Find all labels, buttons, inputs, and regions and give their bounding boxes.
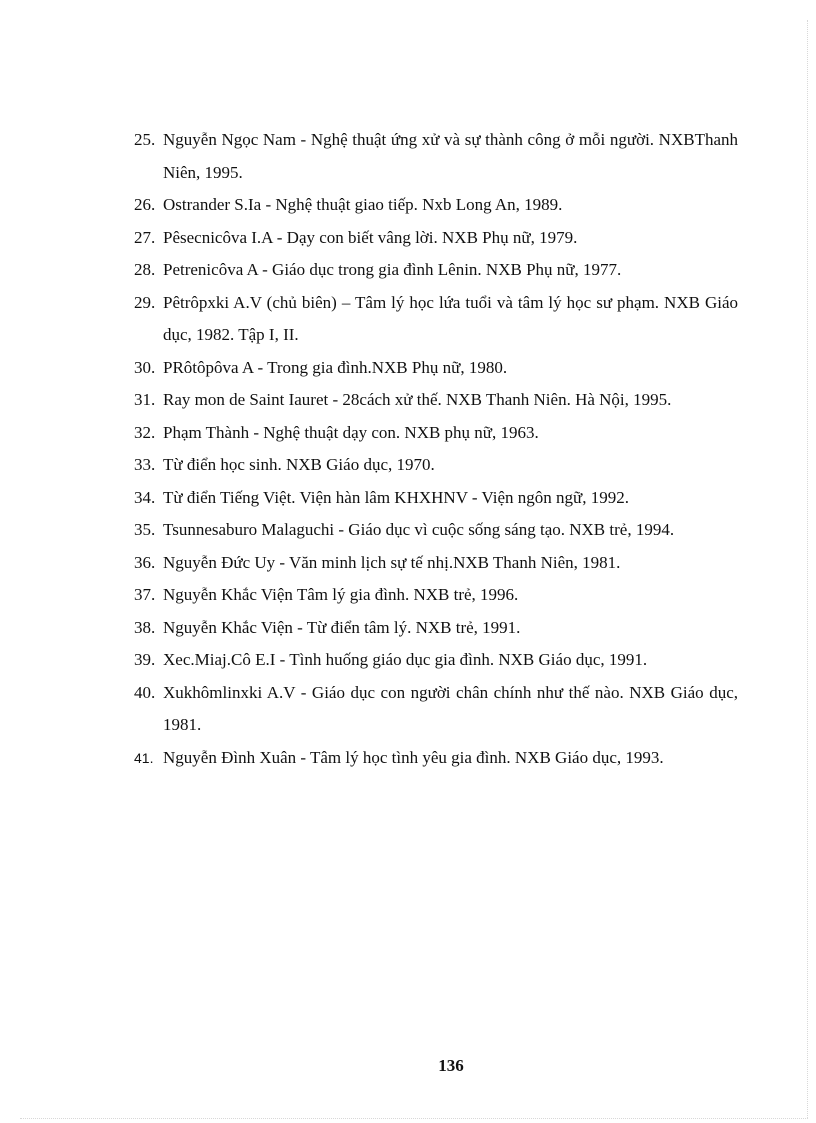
reference-text: Tsunnesaburo Malaguchi - Giáo dục vì cuộc sống sáng tạo. NXB trẻ, 1994. — [163, 520, 675, 539]
page-border-bottom — [20, 1118, 808, 1119]
reference-text: Petrenicôva A - Giáo dục trong gia đình Lênin. NXB Phụ nữ, 1977. — [163, 260, 622, 279]
reference-text: Từ điển Tiếng Việt. Viện hàn lâm KHXHNV - Viện ngôn ngữ, 1992. — [163, 487, 630, 507]
reference-text: Pêsecnicôva I.A - Dạy con biết vâng lời. NXB Phụ nữ, 1979. — [163, 227, 578, 247]
reference-text: PRôtôpôva A - Trong gia đình.NXB Phụ nữ, 1980. — [163, 357, 508, 377]
reference-number: 27. — [134, 227, 156, 247]
reference-number: 33. — [134, 455, 156, 474]
reference-text: Từ điển học sinh. NXB Giáo dục, 1970. — [163, 455, 435, 474]
reference-item-36 — [134, 547, 738, 580]
reference-item-39 — [134, 644, 738, 677]
reference-text: Nguyễn Đình Xuân - Tâm lý học tình yêu gia đình. NXB Giáo dục, 1993. — [163, 747, 664, 767]
reference-item-41 — [134, 742, 738, 775]
reference-item-40 — [134, 677, 738, 742]
reference-item-25 — [134, 124, 738, 189]
reference-item-27 — [134, 222, 738, 255]
reference-item-32 — [134, 417, 738, 450]
reference-number: 35. — [134, 520, 156, 539]
reference-number: 37. — [134, 585, 156, 604]
reference-number: 41. — [134, 749, 154, 766]
reference-number: 38. — [134, 617, 156, 637]
reference-number: 36. — [134, 552, 156, 572]
reference-number: 26. — [134, 195, 156, 214]
reference-text: Ostrander S.Ia - Nghệ thuật giao tiếp. Nxb Long An, 1989. — [163, 195, 563, 214]
reference-item-35 — [134, 514, 738, 547]
reference-item-37 — [134, 579, 738, 612]
page-number: 136 — [438, 1056, 464, 1075]
reference-item-34 — [134, 482, 738, 515]
reference-number: 32. — [134, 422, 156, 442]
reference-text: Nguyễn Ngọc Nam - Nghệ thuật ứng xử và sự thành công ở mỗi người. NXBThanh Niên, 1995. — [163, 130, 738, 182]
reference-text: Ray mon de Saint Iauret - 28cách xử thế. NXB Thanh Niên. Hà Nội, 1995. — [163, 390, 672, 409]
reference-text: Nguyễn Khắc Viện Tâm lý gia đình. NXB trẻ, 1996. — [163, 585, 519, 604]
reference-list — [134, 124, 738, 774]
reference-text: Nguyễn Khắc Viện - Từ điển tâm lý. NXB trẻ, 1991. — [163, 617, 521, 637]
reference-text: Xukhômlinxki A.V - Giáo dục con người chân chính như thế nào. NXB Giáo dục, 1981. — [163, 682, 738, 734]
reference-item-30 — [134, 352, 738, 385]
reference-number: 25. — [134, 130, 156, 149]
reference-item-28 — [134, 254, 738, 287]
reference-number: 29. — [134, 292, 156, 312]
reference-item-31 — [134, 384, 738, 417]
reference-item-26 — [134, 189, 738, 222]
reference-number: 31. — [134, 390, 156, 409]
reference-text: Phạm Thành - Nghệ thuật dạy con. NXB phụ nữ, 1963. — [163, 422, 539, 442]
reference-text: Pêtrôpxki A.V (chủ biên) – Tâm lý học lứa tuổi và tâm lý học sư phạm. NXB Giáo dục, 1982. Tập I, II. — [163, 292, 738, 344]
reference-item-38 — [134, 612, 738, 645]
reference-item-33 — [134, 449, 738, 482]
reference-number: 28. — [134, 260, 156, 279]
reference-text: Nguyễn Đức Uy - Văn minh lịch sự tế nhị.NXB Thanh Niên, 1981. — [163, 552, 621, 572]
reference-number: 34. — [134, 487, 156, 507]
reference-item-29 — [134, 287, 738, 352]
page-border-right — [807, 20, 808, 1118]
reference-text: Xec.Miaj.Cô E.I - Tình huống giáo dục gia đình. NXB Giáo dục, 1991. — [163, 650, 648, 669]
reference-number: 40. — [134, 682, 156, 702]
reference-number: 39. — [134, 650, 156, 669]
reference-number: 30. — [134, 357, 156, 377]
